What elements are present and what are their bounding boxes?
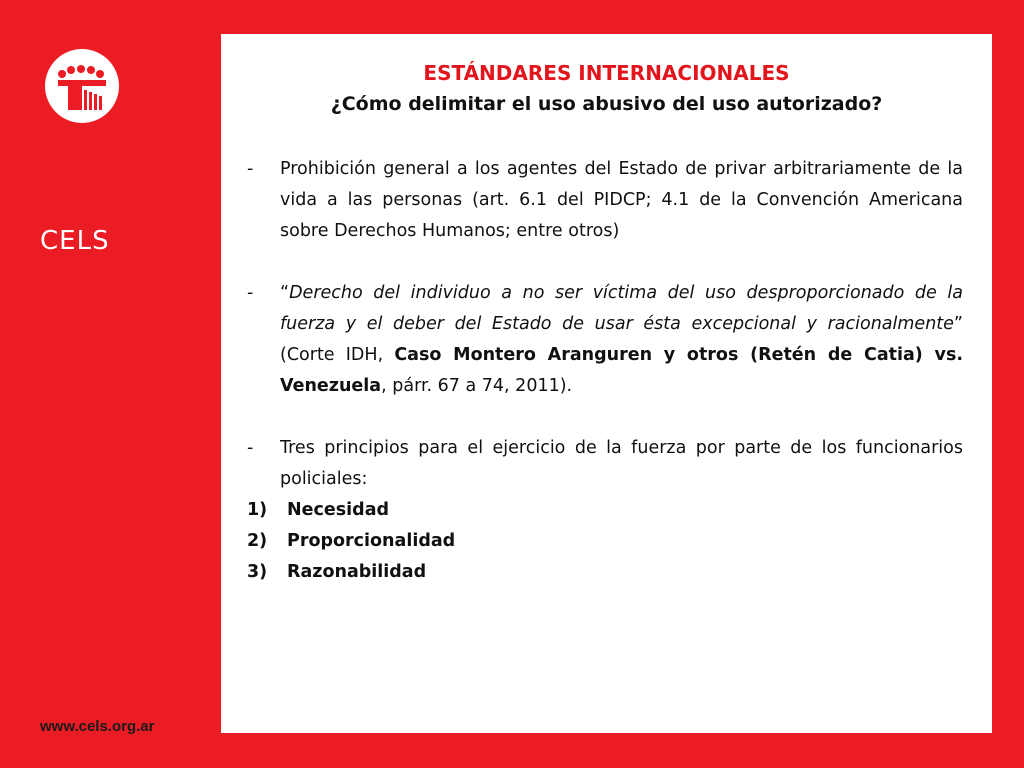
slide-title: ESTÁNDARES INTERNACIONALES <box>423 61 790 85</box>
website-url[interactable]: www.cels.org.ar <box>40 718 155 735</box>
principle-item-3 <box>247 557 963 588</box>
principle-number: 3) <box>247 562 268 582</box>
bullet-dash: - <box>247 438 254 458</box>
principle-number: 2) <box>247 531 268 551</box>
bullet-item-2 <box>247 278 963 402</box>
quote-close: ” (Corte IDH, <box>280 314 963 365</box>
bullet-text: Tres principios para el ejercicio de la fuerza por parte de los funcionarios policiales: <box>280 438 963 489</box>
bullet-text: Prohibición general a los agentes del Estado de privar arbitrariamente de la vida a las personas (art. 6.1 del PIDCP; 4.1 de la Convención Americana sobre Derechos Humanos; entre otros) <box>280 159 963 241</box>
bullet-dash: - <box>247 159 254 179</box>
cels-logo-icon <box>44 48 120 124</box>
content-panel <box>221 34 992 733</box>
principle-label: Necesidad <box>287 500 390 520</box>
citation-tail: , párr. 67 a 74, 2011). <box>381 376 573 396</box>
bullet-item-1 <box>247 154 963 247</box>
bullet-text <box>280 278 963 402</box>
slide-body <box>247 154 963 588</box>
principle-label: Razonabilidad <box>287 562 427 582</box>
quote-text: Derecho del individuo a no ser víctima del uso desproporcionado de la fuerza y el deber del Estado de usar ésta excepcional y racionalmente <box>280 283 963 334</box>
organization-name: CELS <box>40 226 110 256</box>
quote-open: “ <box>280 283 290 303</box>
principle-item-2 <box>247 526 963 557</box>
bullet-dash: - <box>247 283 254 303</box>
principle-number: 1) <box>247 500 268 520</box>
slide-subtitle: ¿Cómo delimitar el uso abusivo del uso autorizado? <box>330 93 883 115</box>
bullet-item-3 <box>247 433 963 495</box>
principle-item-1 <box>247 495 963 526</box>
case-name: Caso Montero Aranguren y otros (Retén de Catia) vs. Venezuela <box>280 345 964 396</box>
principle-label: Proporcionalidad <box>287 531 456 551</box>
